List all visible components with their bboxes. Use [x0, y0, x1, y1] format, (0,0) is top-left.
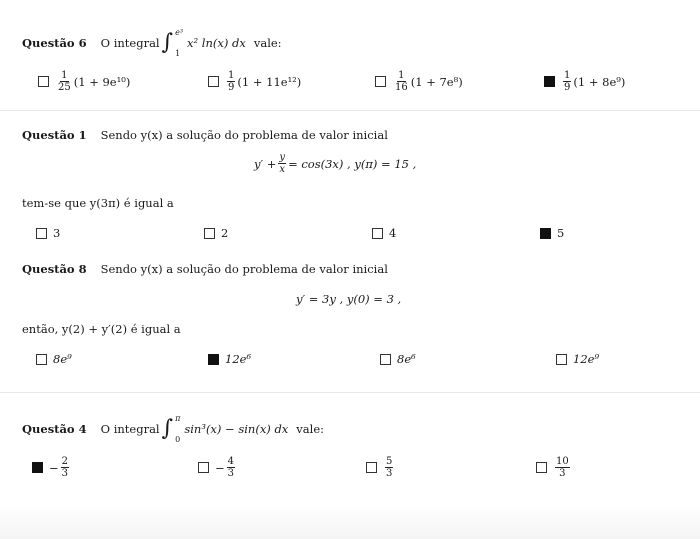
q8-label: Questão 8: [22, 262, 87, 276]
checkbox[interactable]: [198, 462, 209, 473]
q6-label: Questão 6: [22, 36, 87, 50]
q6-lower-limit: 1: [175, 49, 181, 58]
q8-option-a[interactable]: [36, 352, 72, 366]
q4-lower-limit: 0: [175, 435, 181, 444]
option-text: (1 + 9e¹⁰): [73, 74, 131, 89]
q8-statement: [22, 262, 388, 276]
q6-statement: [22, 28, 282, 58]
q4-upper-limit: π: [175, 414, 181, 423]
option-text: (1 + 8e⁹): [573, 74, 626, 89]
q8-option-d[interactable]: [556, 352, 599, 366]
option-text: (1 + 11e¹²): [237, 74, 302, 89]
integral-sign-icon: ∫: [161, 416, 174, 441]
fraction: $\frac{4}{3}$: [227, 456, 235, 479]
q6-option-c[interactable]: [375, 70, 463, 93]
q4-limits: [175, 414, 180, 444]
q4-intro: O integral: [100, 422, 160, 436]
q4-option-a[interactable]: [32, 456, 71, 479]
checkbox[interactable]: [38, 76, 49, 87]
q4-statement: [22, 414, 324, 444]
fraction: $\frac{10}{3}$: [556, 456, 569, 479]
q1-followup: tem-se que y(3π) é igual a: [22, 196, 174, 210]
option-text: 12e⁹: [573, 352, 600, 366]
integral-sign-icon: ∫: [161, 30, 174, 55]
option-text: (1 + 7e⁸): [410, 74, 463, 89]
q4-option-c[interactable]: [366, 456, 395, 479]
q8-intro: Sendo y(x) a solução do problema de valor inicial: [100, 262, 388, 276]
fraction: $\frac{2}{3}$: [61, 456, 69, 479]
q8-option-c[interactable]: [380, 352, 416, 366]
checkbox[interactable]: [372, 228, 383, 239]
checkbox[interactable]: [208, 354, 219, 365]
checkbox[interactable]: [556, 354, 567, 365]
q1-option-c[interactable]: [372, 226, 396, 240]
option-text: 8e⁹: [53, 352, 72, 366]
checkbox[interactable]: [208, 76, 219, 87]
checkbox[interactable]: [540, 228, 551, 239]
q1-option-a[interactable]: [36, 226, 60, 240]
fraction: $\frac{5}{3}$: [386, 456, 393, 479]
option-sign: −: [215, 460, 225, 475]
q8-option-b[interactable]: [208, 352, 251, 366]
option-text: 2: [221, 226, 229, 240]
q4-option-d[interactable]: [536, 456, 572, 479]
checkbox[interactable]: [544, 76, 555, 87]
q8-equation: y′ = 3y , y(0) = 3 ,: [296, 292, 402, 306]
q1-label: Questão 1: [22, 128, 87, 142]
q4-option-b[interactable]: [198, 456, 237, 479]
bottom-fade: [0, 505, 700, 539]
q6-intro: O integral: [100, 36, 160, 50]
checkbox[interactable]: [36, 228, 47, 239]
option-text: 12e⁶: [225, 352, 252, 366]
checkbox[interactable]: [536, 462, 547, 473]
option-text: 8e⁶: [397, 352, 416, 366]
q6-option-d[interactable]: [544, 70, 625, 93]
q4-label: Questão 4: [22, 422, 87, 436]
option-text: 3: [53, 226, 61, 240]
q6-option-b[interactable]: [208, 70, 301, 93]
checkbox[interactable]: [36, 354, 47, 365]
q6-integrand: x² ln(x) dx: [187, 36, 246, 50]
fraction: $\frac{1}{9}$: [228, 70, 235, 93]
q1-eq-right: = cos(3x) , y(π) = 15 ,: [288, 156, 417, 171]
option-text: 5: [557, 226, 565, 240]
divider: [0, 110, 700, 111]
q1-equation: [254, 152, 416, 175]
q1-option-b[interactable]: [204, 226, 228, 240]
fraction: $\frac{1}{9}$: [564, 70, 571, 93]
checkbox[interactable]: [375, 76, 386, 87]
checkbox[interactable]: [32, 462, 43, 473]
fraction: $\frac{y}{x}$: [279, 152, 286, 175]
q8-followup: então, y(2) + y′(2) é igual a: [22, 322, 181, 336]
q6-limits: [175, 28, 183, 58]
q6-upper-limit: e³: [175, 28, 184, 37]
checkbox[interactable]: [380, 354, 391, 365]
q4-integrand: sin³(x) − sin(x) dx: [184, 422, 289, 436]
option-sign: −: [49, 460, 59, 475]
q4-tail: vale:: [296, 422, 325, 436]
option-text: 4: [389, 226, 397, 240]
q1-statement: [22, 128, 388, 142]
fraction: $\frac{1}{16}$: [395, 70, 408, 93]
q6-option-a[interactable]: [38, 70, 130, 93]
checkbox[interactable]: [366, 462, 377, 473]
fraction: $\frac{1}{25}$: [58, 70, 71, 93]
q1-intro: Sendo y(x) a solução do problema de valor inicial: [100, 128, 388, 142]
q6-tail: vale:: [253, 36, 282, 50]
q1-eq-left: y′ +: [254, 156, 277, 171]
q1-option-d[interactable]: [540, 226, 564, 240]
divider: [0, 392, 700, 393]
checkbox[interactable]: [204, 228, 215, 239]
